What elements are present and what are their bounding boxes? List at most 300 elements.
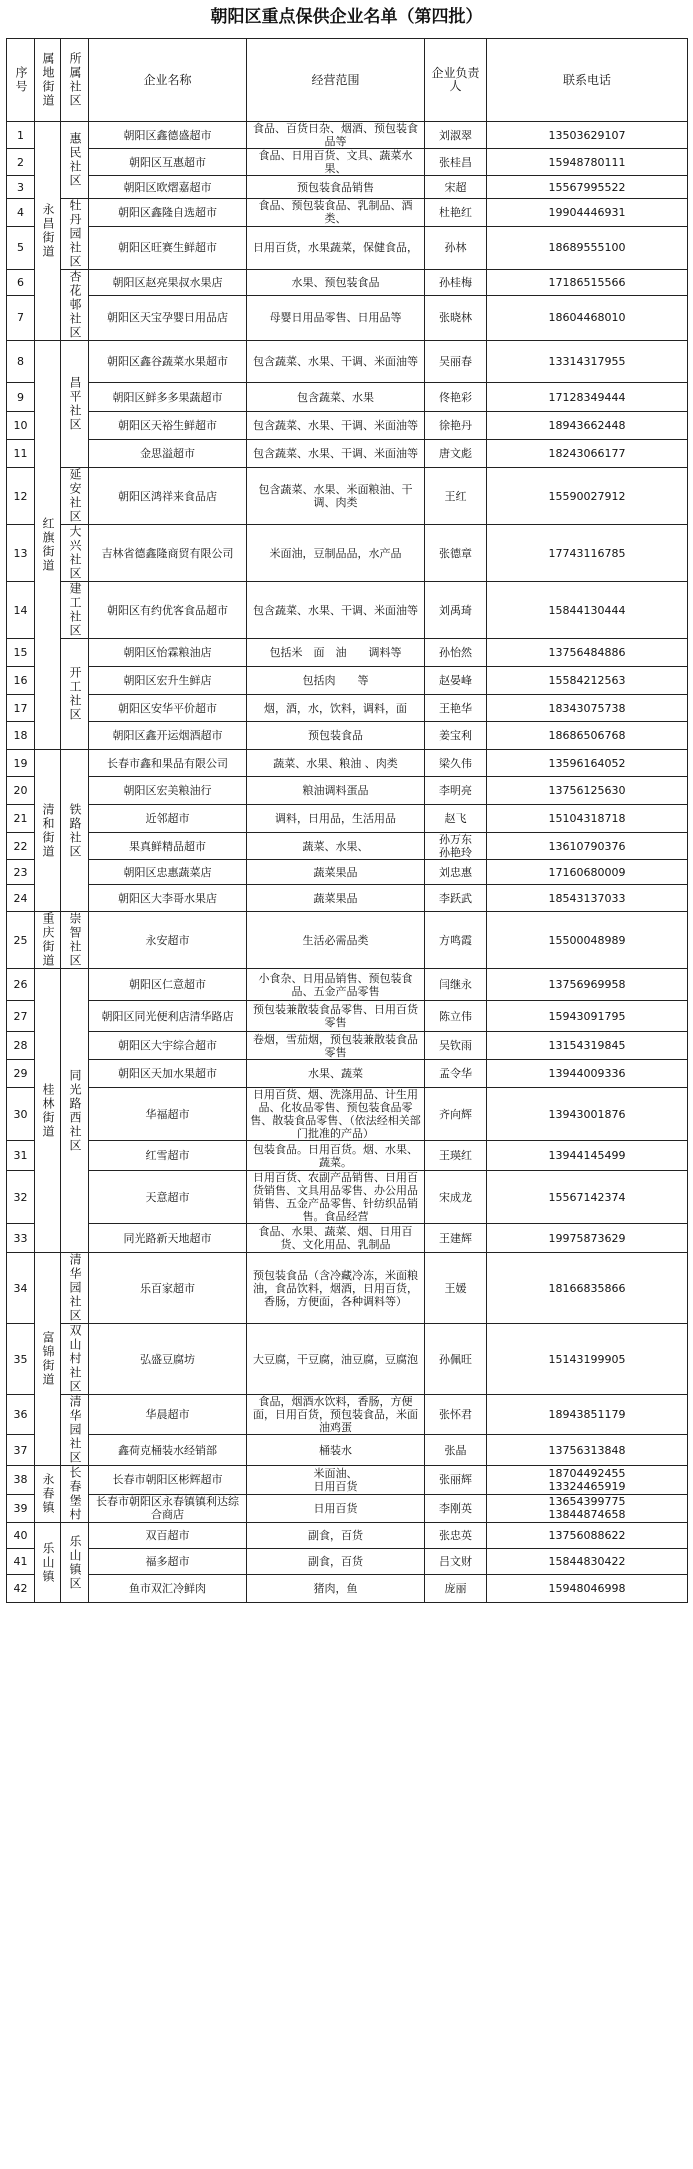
scope-cell: 包装食品。日用百货。烟、水果、蔬菜。 bbox=[247, 1141, 425, 1171]
seq-cell: 37 bbox=[7, 1435, 35, 1466]
street-label: 桂林街道 bbox=[41, 1082, 55, 1139]
table-row bbox=[7, 1466, 688, 1495]
community-label: 牡丹园社区 bbox=[68, 199, 82, 269]
table-row bbox=[7, 582, 688, 639]
company-cell: 朝阳区鑫谷蔬菜水果超市 bbox=[89, 341, 247, 383]
community-cell bbox=[61, 341, 89, 468]
seq-cell: 30 bbox=[7, 1088, 35, 1141]
company-cell: 长春市朝阳区彬辉超市 bbox=[89, 1466, 247, 1495]
scope-cell: 包含蔬菜、水果 bbox=[247, 383, 425, 412]
street-cell bbox=[35, 122, 61, 341]
table-row bbox=[7, 695, 688, 722]
seq-cell: 24 bbox=[7, 885, 35, 912]
seq-cell: 34 bbox=[7, 1253, 35, 1324]
table-row bbox=[7, 777, 688, 805]
seq-cell: 20 bbox=[7, 777, 35, 805]
manager-cell: 王建辉 bbox=[425, 1224, 487, 1253]
community-cell bbox=[61, 750, 89, 912]
manager-cell: 刘忠惠 bbox=[425, 860, 487, 885]
phone-cell: 13756484886 bbox=[487, 639, 688, 667]
phone-cell: 13943001876 bbox=[487, 1088, 688, 1141]
community-label: 清华园社区 bbox=[68, 1253, 82, 1323]
scope-cell: 包含蔬菜、水果、干调、米面油等 bbox=[247, 412, 425, 440]
manager-cell: 刘淑翠 bbox=[425, 122, 487, 149]
table-row bbox=[7, 468, 688, 525]
street-cell bbox=[35, 969, 61, 1253]
table-row bbox=[7, 1224, 688, 1253]
seq-cell: 4 bbox=[7, 199, 35, 227]
phone-cell: 17186515566 bbox=[487, 270, 688, 296]
phone-cell: 13756088622 bbox=[487, 1523, 688, 1549]
company-cell: 华福超市 bbox=[89, 1088, 247, 1141]
scope-cell: 包含蔬菜、水果、干调、米面油等 bbox=[247, 582, 425, 639]
table-row bbox=[7, 1523, 688, 1549]
manager-cell: 孙怡然 bbox=[425, 639, 487, 667]
scope-cell: 调料，日用品，生活用品 bbox=[247, 805, 425, 833]
seq-cell: 11 bbox=[7, 440, 35, 468]
seq-cell: 29 bbox=[7, 1060, 35, 1088]
community-cell bbox=[61, 1466, 89, 1523]
street-label: 富锦街道 bbox=[41, 1331, 55, 1387]
community-cell bbox=[61, 270, 89, 341]
manager-cell: 佟艳彩 bbox=[425, 383, 487, 412]
phone-cell: 13944145499 bbox=[487, 1141, 688, 1171]
scope-cell: 猪肉，鱼 bbox=[247, 1575, 425, 1603]
manager-cell: 赵飞 bbox=[425, 805, 487, 833]
scope-cell: 副食，百货 bbox=[247, 1549, 425, 1575]
manager-cell: 徐艳丹 bbox=[425, 412, 487, 440]
manager-cell: 宋成龙 bbox=[425, 1171, 487, 1224]
seq-cell: 8 bbox=[7, 341, 35, 383]
seq-cell: 31 bbox=[7, 1141, 35, 1171]
scope-cell: 包括肉 等 bbox=[247, 667, 425, 695]
street-label: 乐山镇 bbox=[41, 1541, 55, 1584]
manager-cell: 张德章 bbox=[425, 525, 487, 582]
seq-cell: 38 bbox=[7, 1466, 35, 1495]
manager-cell: 方鸣霞 bbox=[425, 912, 487, 969]
company-cell: 朝阳区同光便利店清华路店 bbox=[89, 1001, 247, 1032]
scope-cell: 食品、日用百货、文具、蔬菜水果、 bbox=[247, 149, 425, 176]
company-cell: 朝阳区怡霖粮油店 bbox=[89, 639, 247, 667]
scope-cell: 蔬菜果品 bbox=[247, 885, 425, 912]
seq-cell: 5 bbox=[7, 226, 35, 269]
phone-cell: 13756125630 bbox=[487, 777, 688, 805]
seq-cell: 41 bbox=[7, 1549, 35, 1575]
manager-cell: 孙林 bbox=[425, 226, 487, 269]
community-cell bbox=[61, 969, 89, 1253]
phone-cell: 19975873629 bbox=[487, 1224, 688, 1253]
street-label: 重庆街道 bbox=[41, 912, 55, 968]
community-label: 昌平社区 bbox=[68, 376, 82, 432]
phone-cell: 18704492455 13324465919 bbox=[487, 1466, 688, 1495]
community-cell bbox=[61, 468, 89, 525]
manager-cell: 庞丽 bbox=[425, 1575, 487, 1603]
header-manager: 企业负责人 bbox=[425, 39, 487, 122]
phone-cell: 17128349444 bbox=[487, 383, 688, 412]
manager-cell: 张丽辉 bbox=[425, 1466, 487, 1495]
community-label: 建工社区 bbox=[68, 582, 82, 638]
manager-cell: 王媛 bbox=[425, 1253, 487, 1324]
seq-cell: 35 bbox=[7, 1324, 35, 1395]
scope-cell: 副食，百货 bbox=[247, 1523, 425, 1549]
manager-cell: 张怀君 bbox=[425, 1395, 487, 1435]
table-row bbox=[7, 383, 688, 412]
scope-cell: 日用百货，水果蔬菜，保健食品， bbox=[247, 226, 425, 269]
community-cell bbox=[61, 1523, 89, 1603]
phone-cell: 15948780111 bbox=[487, 149, 688, 176]
seq-cell: 36 bbox=[7, 1395, 35, 1435]
company-cell: 朝阳区天裕生鲜超市 bbox=[89, 412, 247, 440]
seq-cell: 7 bbox=[7, 295, 35, 340]
company-cell: 永安超市 bbox=[89, 912, 247, 969]
manager-cell: 姜宝利 bbox=[425, 722, 487, 750]
table-row bbox=[7, 639, 688, 667]
phone-cell: 15948046998 bbox=[487, 1575, 688, 1603]
scope-cell: 桶装水 bbox=[247, 1435, 425, 1466]
scope-cell: 粮油调料蛋品 bbox=[247, 777, 425, 805]
scope-cell: 蔬菜、水果、 bbox=[247, 833, 425, 860]
phone-cell: 18604468010 bbox=[487, 295, 688, 340]
seq-cell: 28 bbox=[7, 1032, 35, 1060]
table-row bbox=[7, 885, 688, 912]
header-seq: 序号 bbox=[7, 39, 35, 122]
seq-cell: 19 bbox=[7, 750, 35, 777]
company-cell: 朝阳区天宝孕婴日用品店 bbox=[89, 295, 247, 340]
company-cell: 朝阳区互惠超市 bbox=[89, 149, 247, 176]
table-row bbox=[7, 1141, 688, 1171]
community-cell bbox=[61, 639, 89, 750]
table-row bbox=[7, 1088, 688, 1141]
company-cell: 朝阳区有约优客食品超市 bbox=[89, 582, 247, 639]
company-cell: 朝阳区赵亮果叔水果店 bbox=[89, 270, 247, 296]
seq-cell: 39 bbox=[7, 1494, 35, 1523]
community-label: 同光路西社区 bbox=[68, 1068, 82, 1153]
community-cell bbox=[61, 1253, 89, 1324]
street-label: 红旗街道 bbox=[41, 517, 55, 573]
company-cell: 朝阳区鑫隆自选超市 bbox=[89, 199, 247, 227]
scope-cell: 母婴日用品零售、日用品等 bbox=[247, 295, 425, 340]
seq-cell: 21 bbox=[7, 805, 35, 833]
table-row bbox=[7, 270, 688, 296]
manager-cell: 闫继永 bbox=[425, 969, 487, 1001]
manager-cell: 孙桂梅 bbox=[425, 270, 487, 296]
street-cell bbox=[35, 1253, 61, 1466]
company-cell: 鱼市双汇冷鲜肉 bbox=[89, 1575, 247, 1603]
seq-cell: 12 bbox=[7, 468, 35, 525]
company-cell: 果真鲜精品超市 bbox=[89, 833, 247, 860]
scope-cell: 食品，烟酒水饮料，香肠，方便面，日用百货，预包装食品，米面油鸡蛋 bbox=[247, 1395, 425, 1435]
seq-cell: 26 bbox=[7, 969, 35, 1001]
company-cell: 朝阳区鸿祥来食品店 bbox=[89, 468, 247, 525]
company-cell: 朝阳区忠惠蔬菜店 bbox=[89, 860, 247, 885]
seq-cell: 14 bbox=[7, 582, 35, 639]
scope-cell: 蔬菜、水果、粮油 、肉类 bbox=[247, 750, 425, 777]
table-row bbox=[7, 149, 688, 176]
street-cell bbox=[35, 341, 61, 750]
table-row bbox=[7, 805, 688, 833]
company-cell: 朝阳区天加水果超市 bbox=[89, 1060, 247, 1088]
table-row bbox=[7, 969, 688, 1001]
seq-cell: 6 bbox=[7, 270, 35, 296]
manager-cell: 刘禹琦 bbox=[425, 582, 487, 639]
seq-cell: 1 bbox=[7, 122, 35, 149]
phone-cell: 15143199905 bbox=[487, 1324, 688, 1395]
scope-cell: 生活必需品类 bbox=[247, 912, 425, 969]
community-label: 大兴社区 bbox=[68, 525, 82, 581]
table-row bbox=[7, 833, 688, 860]
table-row bbox=[7, 912, 688, 969]
scope-cell: 米面油，豆制品品，水产品 bbox=[247, 525, 425, 582]
manager-cell: 吴钦雨 bbox=[425, 1032, 487, 1060]
seq-cell: 9 bbox=[7, 383, 35, 412]
company-cell: 弘盛豆腐坊 bbox=[89, 1324, 247, 1395]
company-cell: 双百超市 bbox=[89, 1523, 247, 1549]
scope-cell: 蔬菜果品 bbox=[247, 860, 425, 885]
manager-cell: 张晓林 bbox=[425, 295, 487, 340]
table-row bbox=[7, 412, 688, 440]
header-street: 属地街道 bbox=[35, 39, 61, 122]
enterprise-table bbox=[6, 38, 688, 1603]
phone-cell: 18243066177 bbox=[487, 440, 688, 468]
scope-cell: 日用百货、农副产品销售、日用百货销售、文具用品零售、办公用品销售、五金产品零售、针纺织品销售。食品经营 bbox=[247, 1171, 425, 1224]
phone-cell: 13654399775 13844874658 bbox=[487, 1494, 688, 1523]
table-row bbox=[7, 341, 688, 383]
seq-cell: 22 bbox=[7, 833, 35, 860]
manager-cell: 孙万东 孙艳玲 bbox=[425, 833, 487, 860]
company-cell: 红雪超市 bbox=[89, 1141, 247, 1171]
manager-cell: 陈立伟 bbox=[425, 1001, 487, 1032]
phone-cell: 18689555100 bbox=[487, 226, 688, 269]
seq-cell: 42 bbox=[7, 1575, 35, 1603]
company-cell: 同光路新天地超市 bbox=[89, 1224, 247, 1253]
manager-cell: 吴丽春 bbox=[425, 341, 487, 383]
manager-cell: 李跃武 bbox=[425, 885, 487, 912]
phone-cell: 15500048989 bbox=[487, 912, 688, 969]
street-cell bbox=[35, 750, 61, 912]
header-scope: 经营范围 bbox=[247, 39, 425, 122]
table-row bbox=[7, 525, 688, 582]
manager-cell: 李明亮 bbox=[425, 777, 487, 805]
scope-cell: 预包装食品销售 bbox=[247, 176, 425, 199]
table-row bbox=[7, 176, 688, 199]
community-label: 长春堡村 bbox=[68, 1466, 82, 1522]
scope-cell: 日用百货 bbox=[247, 1494, 425, 1523]
phone-cell: 18166835866 bbox=[487, 1253, 688, 1324]
seq-cell: 23 bbox=[7, 860, 35, 885]
community-label: 惠民社区 bbox=[68, 132, 82, 188]
phone-cell: 15104318718 bbox=[487, 805, 688, 833]
phone-cell: 19904446931 bbox=[487, 199, 688, 227]
table-row bbox=[7, 722, 688, 750]
scope-cell: 米面油、 日用百货 bbox=[247, 1466, 425, 1495]
phone-cell: 15584212563 bbox=[487, 667, 688, 695]
manager-cell: 齐向辉 bbox=[425, 1088, 487, 1141]
street-cell bbox=[35, 1523, 61, 1603]
scope-cell: 食品、预包装食品、乳制品、酒类、 bbox=[247, 199, 425, 227]
company-cell: 朝阳区鑫开运烟酒超市 bbox=[89, 722, 247, 750]
phone-cell: 13596164052 bbox=[487, 750, 688, 777]
community-label: 杏花邨社区 bbox=[68, 270, 82, 340]
street-cell bbox=[35, 912, 61, 969]
manager-cell: 张忠英 bbox=[425, 1523, 487, 1549]
scope-cell: 烟，酒，水，饮料，调料，面 bbox=[247, 695, 425, 722]
community-label: 崇智社区 bbox=[68, 912, 82, 968]
header-community: 所属社区 bbox=[61, 39, 89, 122]
manager-cell: 张晶 bbox=[425, 1435, 487, 1466]
seq-cell: 40 bbox=[7, 1523, 35, 1549]
table-row bbox=[7, 1324, 688, 1395]
seq-cell: 2 bbox=[7, 149, 35, 176]
company-cell: 金思溢超市 bbox=[89, 440, 247, 468]
seq-cell: 25 bbox=[7, 912, 35, 969]
scope-cell: 小食杂、日用品销售、预包装食品、五金产品零售 bbox=[247, 969, 425, 1001]
scope-cell: 日用百货、烟、洗涤用品、计生用品、化妆品零售、预包装食品零售、散装食品零售、（依法经相关部门批准的产品） bbox=[247, 1088, 425, 1141]
company-cell: 朝阳区宏美粮油行 bbox=[89, 777, 247, 805]
company-cell: 朝阳区旺赛生鲜超市 bbox=[89, 226, 247, 269]
phone-cell: 13756969958 bbox=[487, 969, 688, 1001]
phone-cell: 17743116785 bbox=[487, 525, 688, 582]
table-row bbox=[7, 1001, 688, 1032]
phone-cell: 15844130444 bbox=[487, 582, 688, 639]
phone-cell: 13154319845 bbox=[487, 1032, 688, 1060]
community-label: 清华园社区 bbox=[68, 1395, 82, 1465]
manager-cell: 孙佩旺 bbox=[425, 1324, 487, 1395]
manager-cell: 李刚英 bbox=[425, 1494, 487, 1523]
community-cell bbox=[61, 525, 89, 582]
seq-cell: 17 bbox=[7, 695, 35, 722]
company-cell: 近邻超市 bbox=[89, 805, 247, 833]
header-phone: 联系电话 bbox=[487, 39, 688, 122]
manager-cell: 宋超 bbox=[425, 176, 487, 199]
scope-cell: 包含蔬菜、水果、米面粮油、干调、肉类 bbox=[247, 468, 425, 525]
table-row bbox=[7, 1171, 688, 1224]
table-row bbox=[7, 750, 688, 777]
scope-cell: 包含蔬菜、水果、干调、米面油等 bbox=[247, 341, 425, 383]
scope-cell: 食品、百货日杂、烟酒、预包装食品等 bbox=[247, 122, 425, 149]
header-row bbox=[7, 39, 688, 122]
company-cell: 朝阳区安华平价超市 bbox=[89, 695, 247, 722]
scope-cell: 包含蔬菜、水果、干调、米面油等 bbox=[247, 440, 425, 468]
company-cell: 朝阳区仁意超市 bbox=[89, 969, 247, 1001]
seq-cell: 10 bbox=[7, 412, 35, 440]
company-cell: 长春市鑫和果品有限公司 bbox=[89, 750, 247, 777]
company-cell: 朝阳区大宇综合超市 bbox=[89, 1032, 247, 1060]
company-cell: 朝阳区鑫德盛超市 bbox=[89, 122, 247, 149]
phone-cell: 13503629107 bbox=[487, 122, 688, 149]
phone-cell: 18343075738 bbox=[487, 695, 688, 722]
scope-cell: 预包装食品 bbox=[247, 722, 425, 750]
header-company: 企业名称 bbox=[89, 39, 247, 122]
manager-cell: 杜艳红 bbox=[425, 199, 487, 227]
table-row bbox=[7, 1549, 688, 1575]
scope-cell: 预包装兼散装食品零售、日用百货零售 bbox=[247, 1001, 425, 1032]
manager-cell: 王瑛红 bbox=[425, 1141, 487, 1171]
seq-cell: 13 bbox=[7, 525, 35, 582]
table-row bbox=[7, 1060, 688, 1088]
company-cell: 朝阳区鲜多多果蔬超市 bbox=[89, 383, 247, 412]
street-cell bbox=[35, 1466, 61, 1523]
phone-cell: 17160680009 bbox=[487, 860, 688, 885]
company-cell: 天意超市 bbox=[89, 1171, 247, 1224]
phone-cell: 15590027912 bbox=[487, 468, 688, 525]
community-cell bbox=[61, 582, 89, 639]
manager-cell: 王红 bbox=[425, 468, 487, 525]
street-label: 清和街道 bbox=[41, 802, 55, 859]
manager-cell: 赵晏峰 bbox=[425, 667, 487, 695]
table-row bbox=[7, 1435, 688, 1466]
community-label: 延安社区 bbox=[68, 468, 82, 524]
table-row bbox=[7, 1494, 688, 1523]
seq-cell: 3 bbox=[7, 176, 35, 199]
phone-cell: 15844830422 bbox=[487, 1549, 688, 1575]
company-cell: 长春市朝阳区永春镇镇利达综合商店 bbox=[89, 1494, 247, 1523]
company-cell: 朝阳区欧熠嘉超市 bbox=[89, 176, 247, 199]
table-row bbox=[7, 440, 688, 468]
scope-cell: 卷烟，雪茄烟，预包装兼散装食品零售 bbox=[247, 1032, 425, 1060]
seq-cell: 27 bbox=[7, 1001, 35, 1032]
community-label: 开工社区 bbox=[68, 666, 82, 722]
scope-cell: 水果、蔬菜 bbox=[247, 1060, 425, 1088]
company-cell: 鑫荷克桶装水经销部 bbox=[89, 1435, 247, 1466]
page-title: 朝阳区重点保供企业名单（第四批） bbox=[210, 7, 483, 27]
company-cell: 吉林省德鑫隆商贸有限公司 bbox=[89, 525, 247, 582]
scope-cell: 大豆腐，干豆腐，油豆腐，豆腐泡 bbox=[247, 1324, 425, 1395]
community-cell bbox=[61, 1395, 89, 1466]
phone-cell: 18943851179 bbox=[487, 1395, 688, 1435]
seq-cell: 32 bbox=[7, 1171, 35, 1224]
community-label: 乐山镇区 bbox=[68, 1534, 82, 1591]
seq-cell: 33 bbox=[7, 1224, 35, 1253]
table-row bbox=[7, 1395, 688, 1435]
table-row bbox=[7, 226, 688, 269]
street-label: 永春镇 bbox=[41, 1473, 55, 1515]
manager-cell: 王艳华 bbox=[425, 695, 487, 722]
seq-cell: 16 bbox=[7, 667, 35, 695]
manager-cell: 吕文财 bbox=[425, 1549, 487, 1575]
table-row bbox=[7, 199, 688, 227]
phone-cell: 18543137033 bbox=[487, 885, 688, 912]
community-cell bbox=[61, 912, 89, 969]
community-cell bbox=[61, 122, 89, 199]
phone-cell: 13610790376 bbox=[487, 833, 688, 860]
phone-cell: 13756313848 bbox=[487, 1435, 688, 1466]
company-cell: 朝阳区宏升生鲜店 bbox=[89, 667, 247, 695]
company-cell: 朝阳区大李哥水果店 bbox=[89, 885, 247, 912]
table-row bbox=[7, 667, 688, 695]
manager-cell: 梁久伟 bbox=[425, 750, 487, 777]
phone-cell: 13944009336 bbox=[487, 1060, 688, 1088]
phone-cell: 18943662448 bbox=[487, 412, 688, 440]
table-row bbox=[7, 122, 688, 149]
company-cell: 福多超市 bbox=[89, 1549, 247, 1575]
scope-cell: 食品、水果、蔬菜、烟、日用百货、文化用品、乳制品 bbox=[247, 1224, 425, 1253]
manager-cell: 孟令华 bbox=[425, 1060, 487, 1088]
company-cell: 华晨超市 bbox=[89, 1395, 247, 1435]
company-cell: 乐百家超市 bbox=[89, 1253, 247, 1324]
scope-cell: 水果、预包装食品 bbox=[247, 270, 425, 296]
scope-cell: 包括米 面 油 调料等 bbox=[247, 639, 425, 667]
community-label: 铁路社区 bbox=[68, 802, 82, 859]
manager-cell: 张桂昌 bbox=[425, 149, 487, 176]
phone-cell: 15567995522 bbox=[487, 176, 688, 199]
seq-cell: 15 bbox=[7, 639, 35, 667]
phone-cell: 18686506768 bbox=[487, 722, 688, 750]
table-row bbox=[7, 295, 688, 340]
table-row bbox=[7, 860, 688, 885]
table-row bbox=[7, 1032, 688, 1060]
seq-cell: 18 bbox=[7, 722, 35, 750]
street-label: 永昌街道 bbox=[41, 203, 55, 259]
